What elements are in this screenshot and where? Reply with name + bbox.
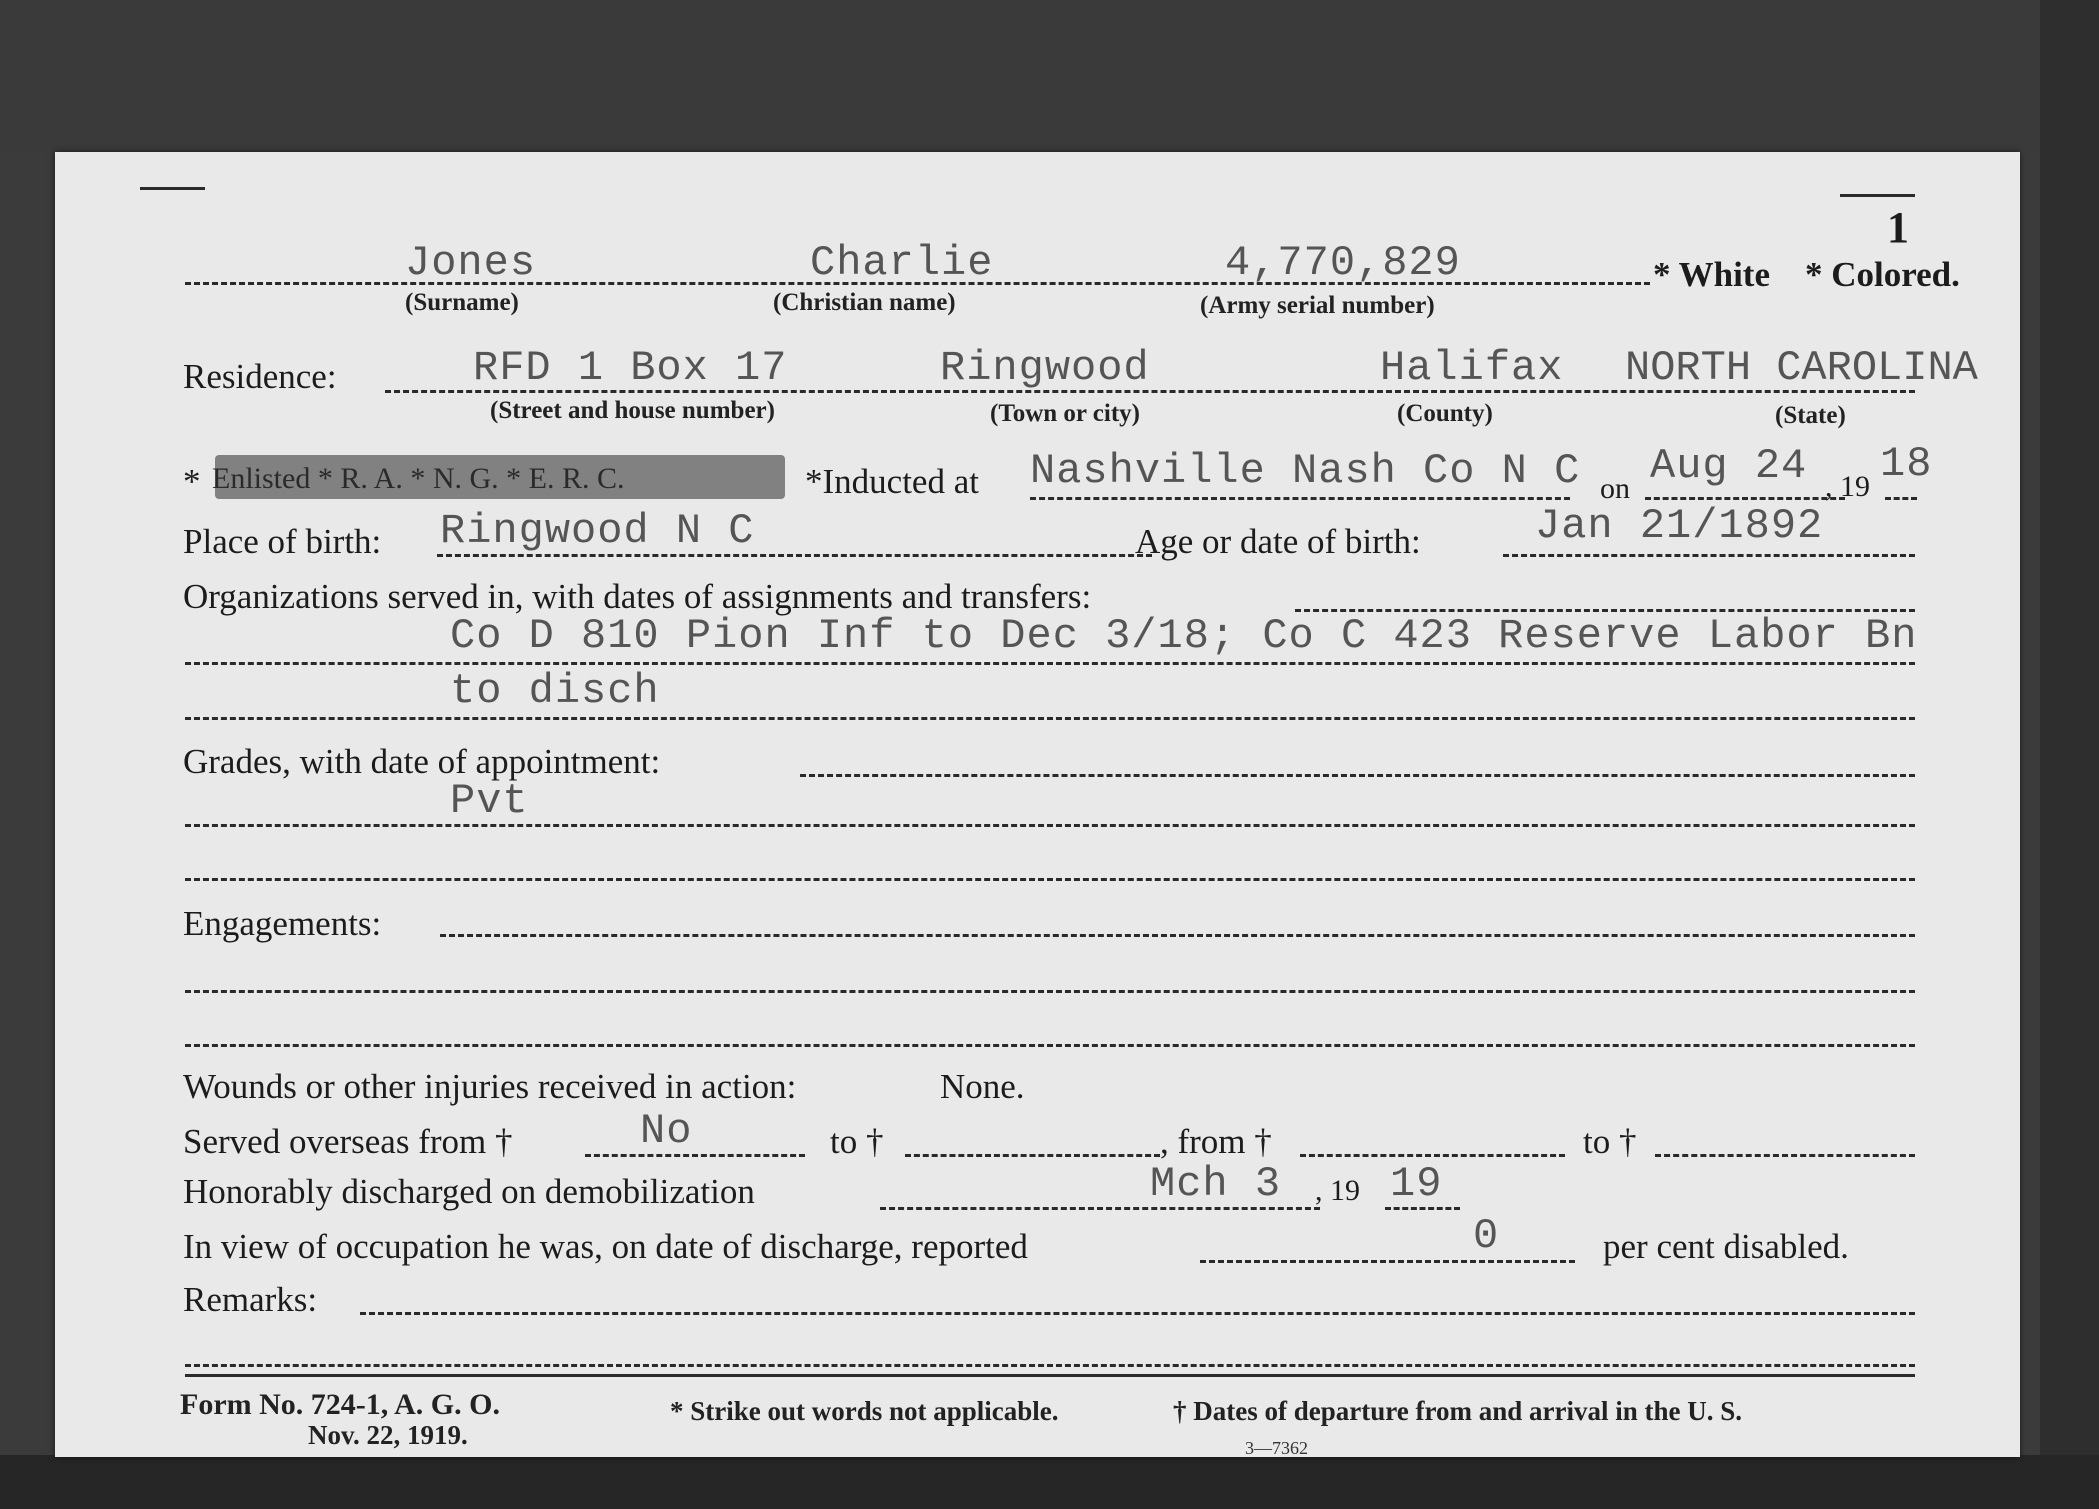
- grades-label: Grades, with date of appointment:: [183, 742, 661, 781]
- top-left-rule: [140, 187, 205, 190]
- christian-name-value: Charlie: [810, 239, 994, 287]
- white-label: * White: [1653, 255, 1770, 294]
- strike-out-note: * Strike out words not applicable.: [670, 1396, 1059, 1426]
- enlisted-options-label: Enlisted * R. A. * N. G. * E. R. C.: [212, 462, 625, 495]
- serial-number-caption: (Army serial number): [1200, 292, 1435, 319]
- inducted-year-value: 18: [1880, 440, 1933, 488]
- organizations-line-1: [185, 662, 1915, 665]
- engagements-line-0: [440, 934, 1915, 937]
- christian-name-caption: (Christian name): [773, 289, 956, 316]
- disability-suffix: per cent disabled.: [1603, 1227, 1849, 1266]
- street-value: RFD 1 Box 17: [473, 344, 788, 392]
- background-bottom: [0, 1455, 2099, 1509]
- place-of-birth-label: Place of birth:: [183, 522, 382, 561]
- county-caption: (County): [1397, 400, 1493, 427]
- county-value: Halifax: [1380, 344, 1564, 392]
- overseas-from2-line: [1300, 1154, 1565, 1157]
- inducted-date-line: [1645, 497, 1845, 500]
- overseas-to-label: to †: [830, 1122, 884, 1161]
- service-record-card: [55, 152, 2020, 1457]
- wounds-value: None.: [940, 1067, 1025, 1106]
- overseas-label: Served overseas from †: [183, 1122, 513, 1161]
- overseas-to-line: [905, 1154, 1160, 1157]
- overseas-to2-label: to †: [1583, 1122, 1637, 1161]
- background-right: [2040, 0, 2099, 1509]
- overseas-from-value: No: [640, 1107, 693, 1155]
- street-caption: (Street and house number): [490, 397, 775, 424]
- overseas-to2-line: [1655, 1154, 1915, 1157]
- inducted-label: *Inducted at: [805, 462, 979, 501]
- organizations-value-2: to disch: [450, 667, 660, 715]
- date-of-birth-value: Jan 21/1892: [1535, 502, 1824, 550]
- on-label: on: [1600, 472, 1630, 505]
- disability-label: In view of occupation he was, on date of discharge, reported: [183, 1227, 1028, 1266]
- engagements-line-2: [185, 1044, 1915, 1047]
- state-caption: (State): [1775, 402, 1846, 429]
- place-of-birth-value: Ringwood N C: [440, 507, 755, 555]
- inducted-year-line: [1885, 497, 1917, 500]
- grades-line-1: [185, 824, 1915, 827]
- discharge-year-prefix: , 19: [1315, 1174, 1360, 1207]
- age-label: Age or date of birth:: [1135, 522, 1421, 561]
- residence-label: Residence:: [183, 357, 337, 396]
- engagements-line-1: [185, 990, 1915, 993]
- grades-line-2: [185, 878, 1915, 881]
- background-top: [0, 0, 2099, 150]
- organizations-value-1: Co D 810 Pion Inf to Dec 3/18; Co C 423 Reserve Labor Bn: [450, 612, 1918, 660]
- card-number: 1: [1887, 203, 1909, 252]
- surname-value: Jones: [405, 239, 537, 287]
- dates-note: † Dates of departure from and arrival in the U. S.: [1173, 1396, 1742, 1426]
- grades-value: Pvt: [450, 777, 529, 825]
- inducted-year-prefix: , 19: [1825, 470, 1870, 503]
- remarks-line-1: [360, 1312, 1915, 1315]
- form-number: Form No. 724-1, A. G. O.: [180, 1388, 500, 1421]
- discharge-date-value: Mch 3: [1150, 1160, 1282, 1208]
- printer-code: 3—7362: [1245, 1438, 1308, 1458]
- organizations-label: Organizations served in, with dates of assignments and transfers:: [183, 577, 1092, 616]
- discharge-year-value: 19: [1390, 1160, 1443, 1208]
- inducted-place-line: [1030, 497, 1570, 500]
- discharge-label: Honorably discharged on demobilization: [183, 1172, 755, 1211]
- disability-line: [1200, 1260, 1575, 1263]
- town-value: Ringwood: [940, 344, 1150, 392]
- inducted-place-value: Nashville Nash Co N C: [1030, 447, 1581, 495]
- disability-value: 0: [1473, 1212, 1500, 1260]
- overseas-from-line: [585, 1154, 805, 1157]
- form-date: Nov. 22, 1919.: [308, 1420, 468, 1450]
- induction-star: *: [183, 462, 201, 501]
- engagements-label: Engagements:: [183, 904, 382, 943]
- inducted-date-value: Aug 24: [1650, 442, 1808, 490]
- remarks-label: Remarks:: [183, 1280, 318, 1319]
- wounds-label: Wounds or other injuries received in action:: [183, 1067, 797, 1106]
- overseas-from2-label: , from †: [1160, 1122, 1272, 1161]
- surname-caption: (Surname): [405, 289, 519, 316]
- top-right-rule: [1840, 194, 1915, 197]
- grades-line-0: [800, 774, 1915, 777]
- town-caption: (Town or city): [990, 400, 1140, 427]
- serial-number-value: 4,770,829: [1225, 239, 1461, 287]
- organizations-line-2: [185, 717, 1915, 720]
- footer-rule: [185, 1374, 1915, 1377]
- remarks-line-2: [185, 1364, 1915, 1367]
- state-value: NORTH CAROLINA: [1625, 344, 1978, 392]
- colored-label: * Colored.: [1805, 255, 1960, 294]
- age-line: [1503, 554, 1915, 557]
